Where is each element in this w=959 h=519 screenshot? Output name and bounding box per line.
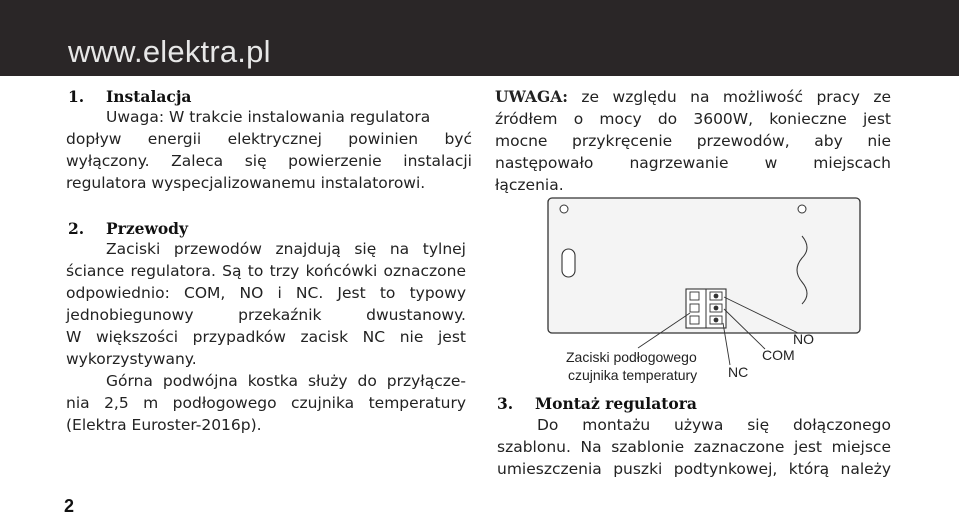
warning-label: UWAGA: [495,87,568,106]
section1-title: Instalacja [106,87,192,106]
section3-title: Montaż regulatora [535,394,697,413]
section3-line-2: szablonu. Na szablonie zaznaczone jest miejsce [497,438,891,456]
label-nc: NC [728,364,749,380]
section2-line-2: ściance regulatora. Są to trzy końcówki oznaczone [66,262,466,280]
regulator-back-diagram [540,196,880,392]
section3-heading [497,394,697,413]
warning-line-5: łączenia. [495,176,564,194]
section1-line-4: regulatora wyspecjalizowanemu instalatorowi. [66,174,426,192]
section2-heading [68,219,188,238]
section1-line-2: dopływ energii elektrycznej powinien być [66,130,472,148]
mounting-slot [562,249,575,277]
label-com: COM [762,347,795,363]
section2-line-5: W większości przypadków zacisk NC nie jest [66,328,466,346]
section2-line-7: Górna podwójna kostka służy do przyłącze- [106,372,466,390]
section1-heading [68,87,191,106]
label-sensor-line-2: czujnika temperatury [568,367,698,383]
section2-line-8: nia 2,5 m podłogowego czujnika temperatury [66,394,466,412]
label-no: NO [793,331,814,347]
warning-line-3: mocne przykręcenie przewodów, aby nie [495,132,891,150]
section2-number: 2. [68,219,85,238]
warning-line-4: następowało nagrzewanie w miejscach [495,154,891,172]
warning-line-1 [495,86,891,108]
label-sensor-line-1: Zaciski podłogowego [566,349,697,365]
section1-line-3: wyłączony. Zaleca się powierzenie instalacji [66,152,472,170]
page-number: 2 [64,496,75,516]
mounting-hole-top-left [560,205,568,213]
section2-line-9: (Elektra Euroster-2016p). [66,416,262,434]
section1-line-1: Uwaga: W trakcie instalowania regulatora [106,108,431,126]
section2-line-4: jednobiegunowy przekaźnik dwustanowy. [66,306,466,324]
header-bar [0,0,959,76]
section2-line-6: wykorzystywany. [66,350,197,368]
section3-number: 3. [497,394,514,413]
section3-line-1: Do montażu używa się dołączonego [537,416,891,434]
section1-number: 1. [68,87,85,106]
warning-line-1-text: ze względu na możliwość pracy ze [581,88,891,106]
section2-line-3: odpowiednio: COM, NO i NC. Jest to typowy [66,284,466,302]
warning-line-2: źródłem o mocy do 3600W, konieczne jest [495,110,891,128]
section2-line-1: Zaciski przewodów znajdują się na tylnej [106,240,466,258]
section3-line-3: umieszczenia puszki podtynkowej, którą należy [497,460,891,478]
site-url: www.elektra.pl [68,34,271,69]
section2-title: Przewody [106,219,189,238]
mounting-hole-top-right [798,205,806,213]
